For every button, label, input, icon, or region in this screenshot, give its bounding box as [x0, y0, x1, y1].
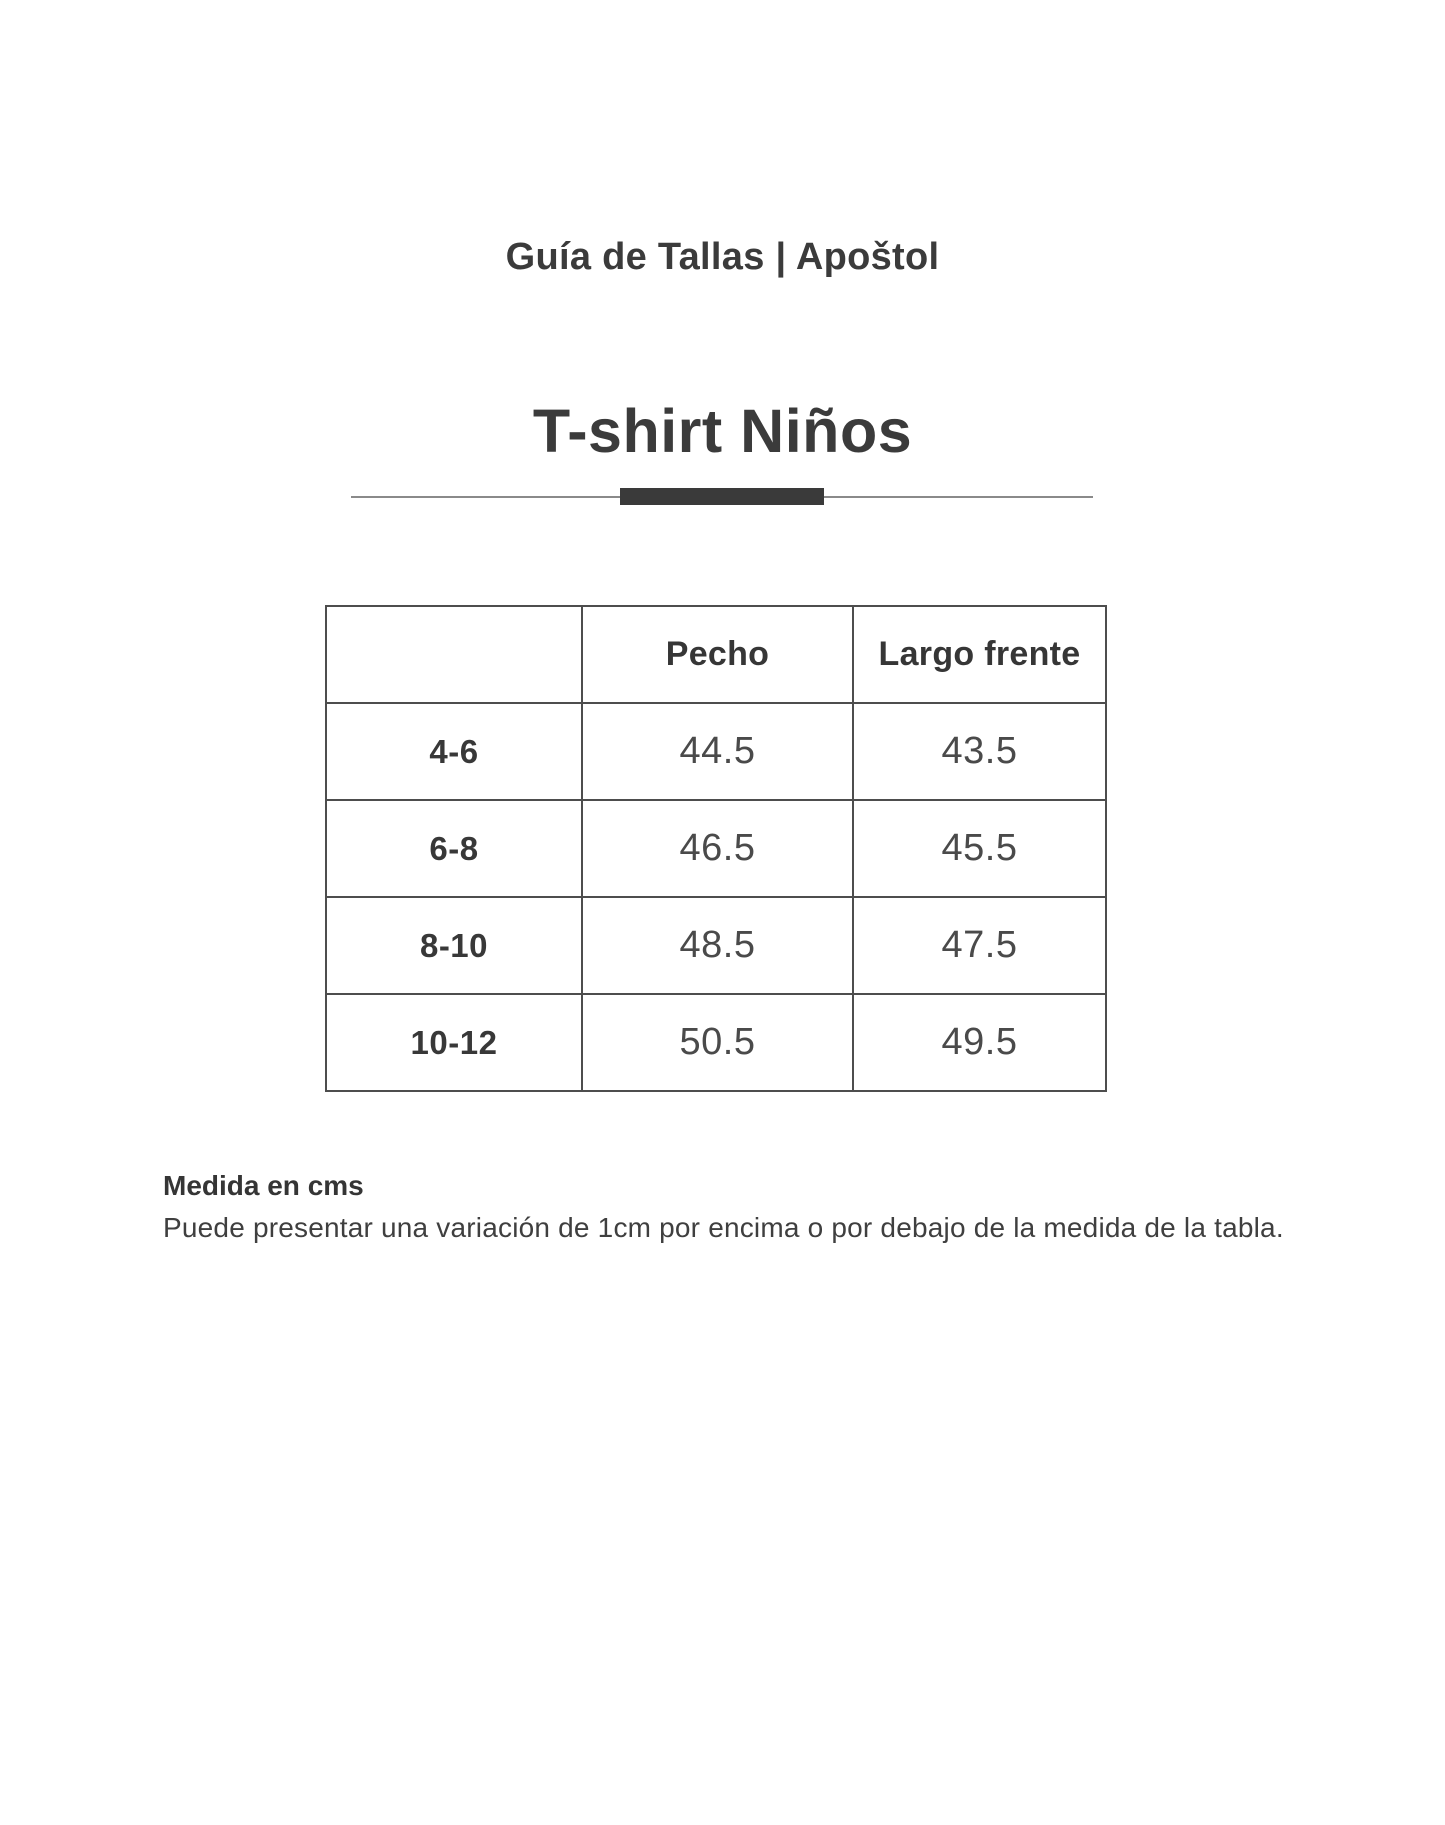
size-cell: 10-12 [326, 994, 582, 1091]
notes [163, 1170, 1298, 1247]
table-header-row [326, 606, 1106, 703]
header-cell-size-empty [326, 606, 582, 703]
table-row [326, 897, 1106, 994]
header-cell-pecho: Pecho [582, 606, 853, 703]
size-table [325, 605, 1107, 1092]
size-cell: 6-8 [326, 800, 582, 897]
units-note: Medida en cms [163, 1170, 364, 1201]
tolerance-note: Puede presentar una variación de 1cm por encima o por debajo de la medida de la tabla. [163, 1212, 1284, 1243]
header-cell-largo-frente: Largo frente [853, 606, 1106, 703]
divider-bar [620, 488, 824, 505]
title-divider [351, 485, 1093, 507]
largo-frente-cell: 43.5 [853, 703, 1106, 800]
guide-title: Guía de Tallas | Apoštol [505, 236, 940, 278]
pecho-cell: 44.5 [582, 703, 853, 800]
pecho-cell: 48.5 [582, 897, 853, 994]
pecho-cell: 46.5 [582, 800, 853, 897]
table-row [326, 800, 1106, 897]
largo-frente-cell: 47.5 [853, 897, 1106, 994]
largo-frente-cell: 45.5 [853, 800, 1106, 897]
table-row [326, 994, 1106, 1091]
pecho-cell: 50.5 [582, 994, 853, 1091]
product-title: T-shirt Niños [532, 397, 913, 465]
size-cell: 4-6 [326, 703, 582, 800]
table-row [326, 703, 1106, 800]
largo-frente-cell: 49.5 [853, 994, 1106, 1091]
size-cell: 8-10 [326, 897, 582, 994]
